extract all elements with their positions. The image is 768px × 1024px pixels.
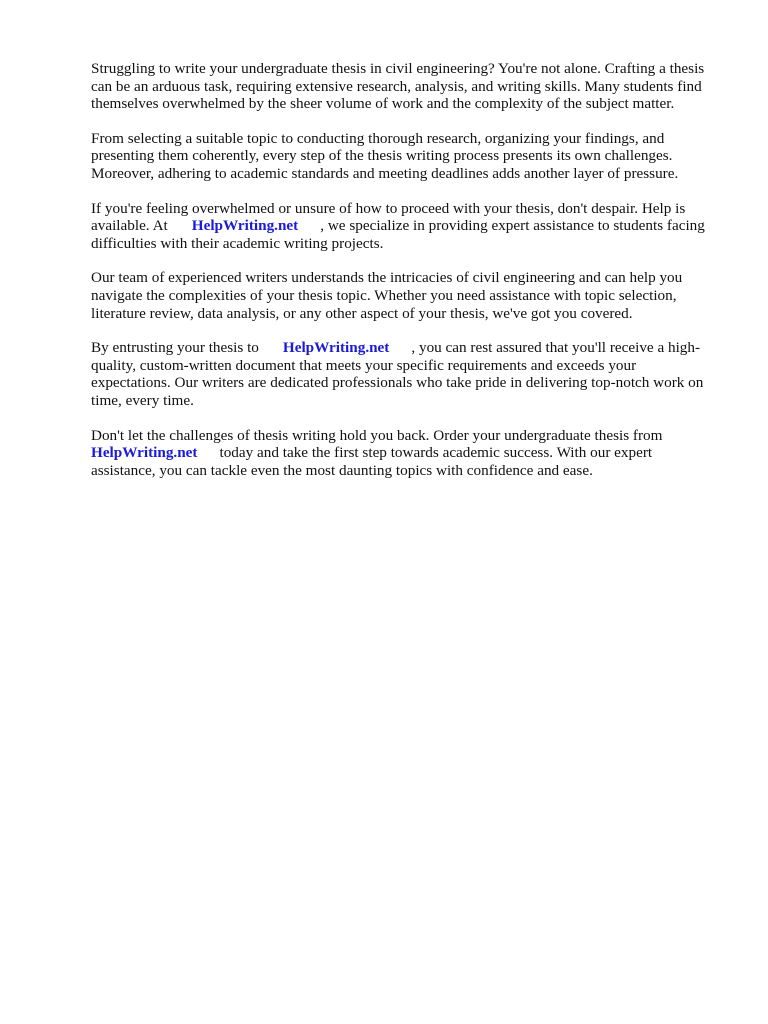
paragraph-1: [91, 60, 721, 113]
paragraph-line: difficulties with their academic writing projects.: [91, 234, 384, 252]
text-segment: , we specialize in providing expert assistance to students facing: [320, 217, 705, 235]
paragraph-line: expectations. Our writers are dedicated professionals who take pride in delivering top-notch work on: [91, 374, 704, 392]
paragraph-line: [91, 444, 721, 462]
paragraph-line: themselves overwhelmed by the sheer volume of work and the complexity of the subject matter.: [91, 95, 675, 113]
paragraph-line: From selecting a suitable topic to conducting thorough research, organizing your findings, and: [91, 129, 665, 147]
paragraph-line: [91, 339, 721, 357]
text-segment: today and take the first step towards academic success. With our expert: [219, 444, 653, 462]
helpwriting-link[interactable]: HelpWriting.net: [191, 217, 299, 235]
paragraph-line: time, every time.: [91, 391, 194, 409]
paragraph-line: If you're feeling overwhelmed or unsure of how to proceed with your thesis, don't despair. Help is: [91, 199, 686, 217]
paragraph-line: navigate the complexities of your thesis topic. Whether you need assistance with topic selection,: [91, 286, 677, 304]
text-segment: By entrusting your thesis to: [91, 339, 259, 357]
helpwriting-link[interactable]: HelpWriting.net: [91, 444, 198, 462]
paragraph-line: [91, 217, 721, 235]
paragraph-line: can be an arduous task, requiring extensive research, analysis, and writing skills. Many students find: [91, 77, 702, 95]
paragraph-6: [91, 427, 721, 480]
paragraph-line: assistance, you can tackle even the most daunting topics with confidence and ease.: [91, 461, 593, 479]
paragraph-5: [91, 339, 721, 409]
paragraph-4: [91, 269, 721, 322]
paragraph-line: Moreover, adhering to academic standards and meeting deadlines adds another layer of pressure.: [91, 164, 679, 182]
text-segment: available. At: [91, 217, 168, 235]
paragraph-line: Our team of experienced writers understands the intricacies of civil engineering and can help you: [91, 269, 683, 287]
paragraph-line: literature review, data analysis, or any other aspect of your thesis, we've got you covered.: [91, 304, 633, 322]
document-page: [91, 60, 721, 496]
paragraph-line: quality, custom-written document that meets your specific requirements and exceeds your: [91, 356, 637, 374]
text-segment: , you can rest assured that you'll receive a high-: [411, 339, 701, 357]
helpwriting-link[interactable]: HelpWriting.net: [282, 339, 390, 357]
paragraph-line: presenting them coherently, every step of the thesis writing process presents its own challenges.: [91, 147, 673, 165]
paragraph-3: [91, 200, 721, 253]
paragraph-2: [91, 130, 721, 183]
paragraph-line: Struggling to write your undergraduate thesis in civil engineering? You're not alone. Crafting a thesis: [91, 60, 705, 77]
paragraph-line: Don't let the challenges of thesis writing hold you back. Order your undergraduate thesis from: [91, 426, 663, 444]
